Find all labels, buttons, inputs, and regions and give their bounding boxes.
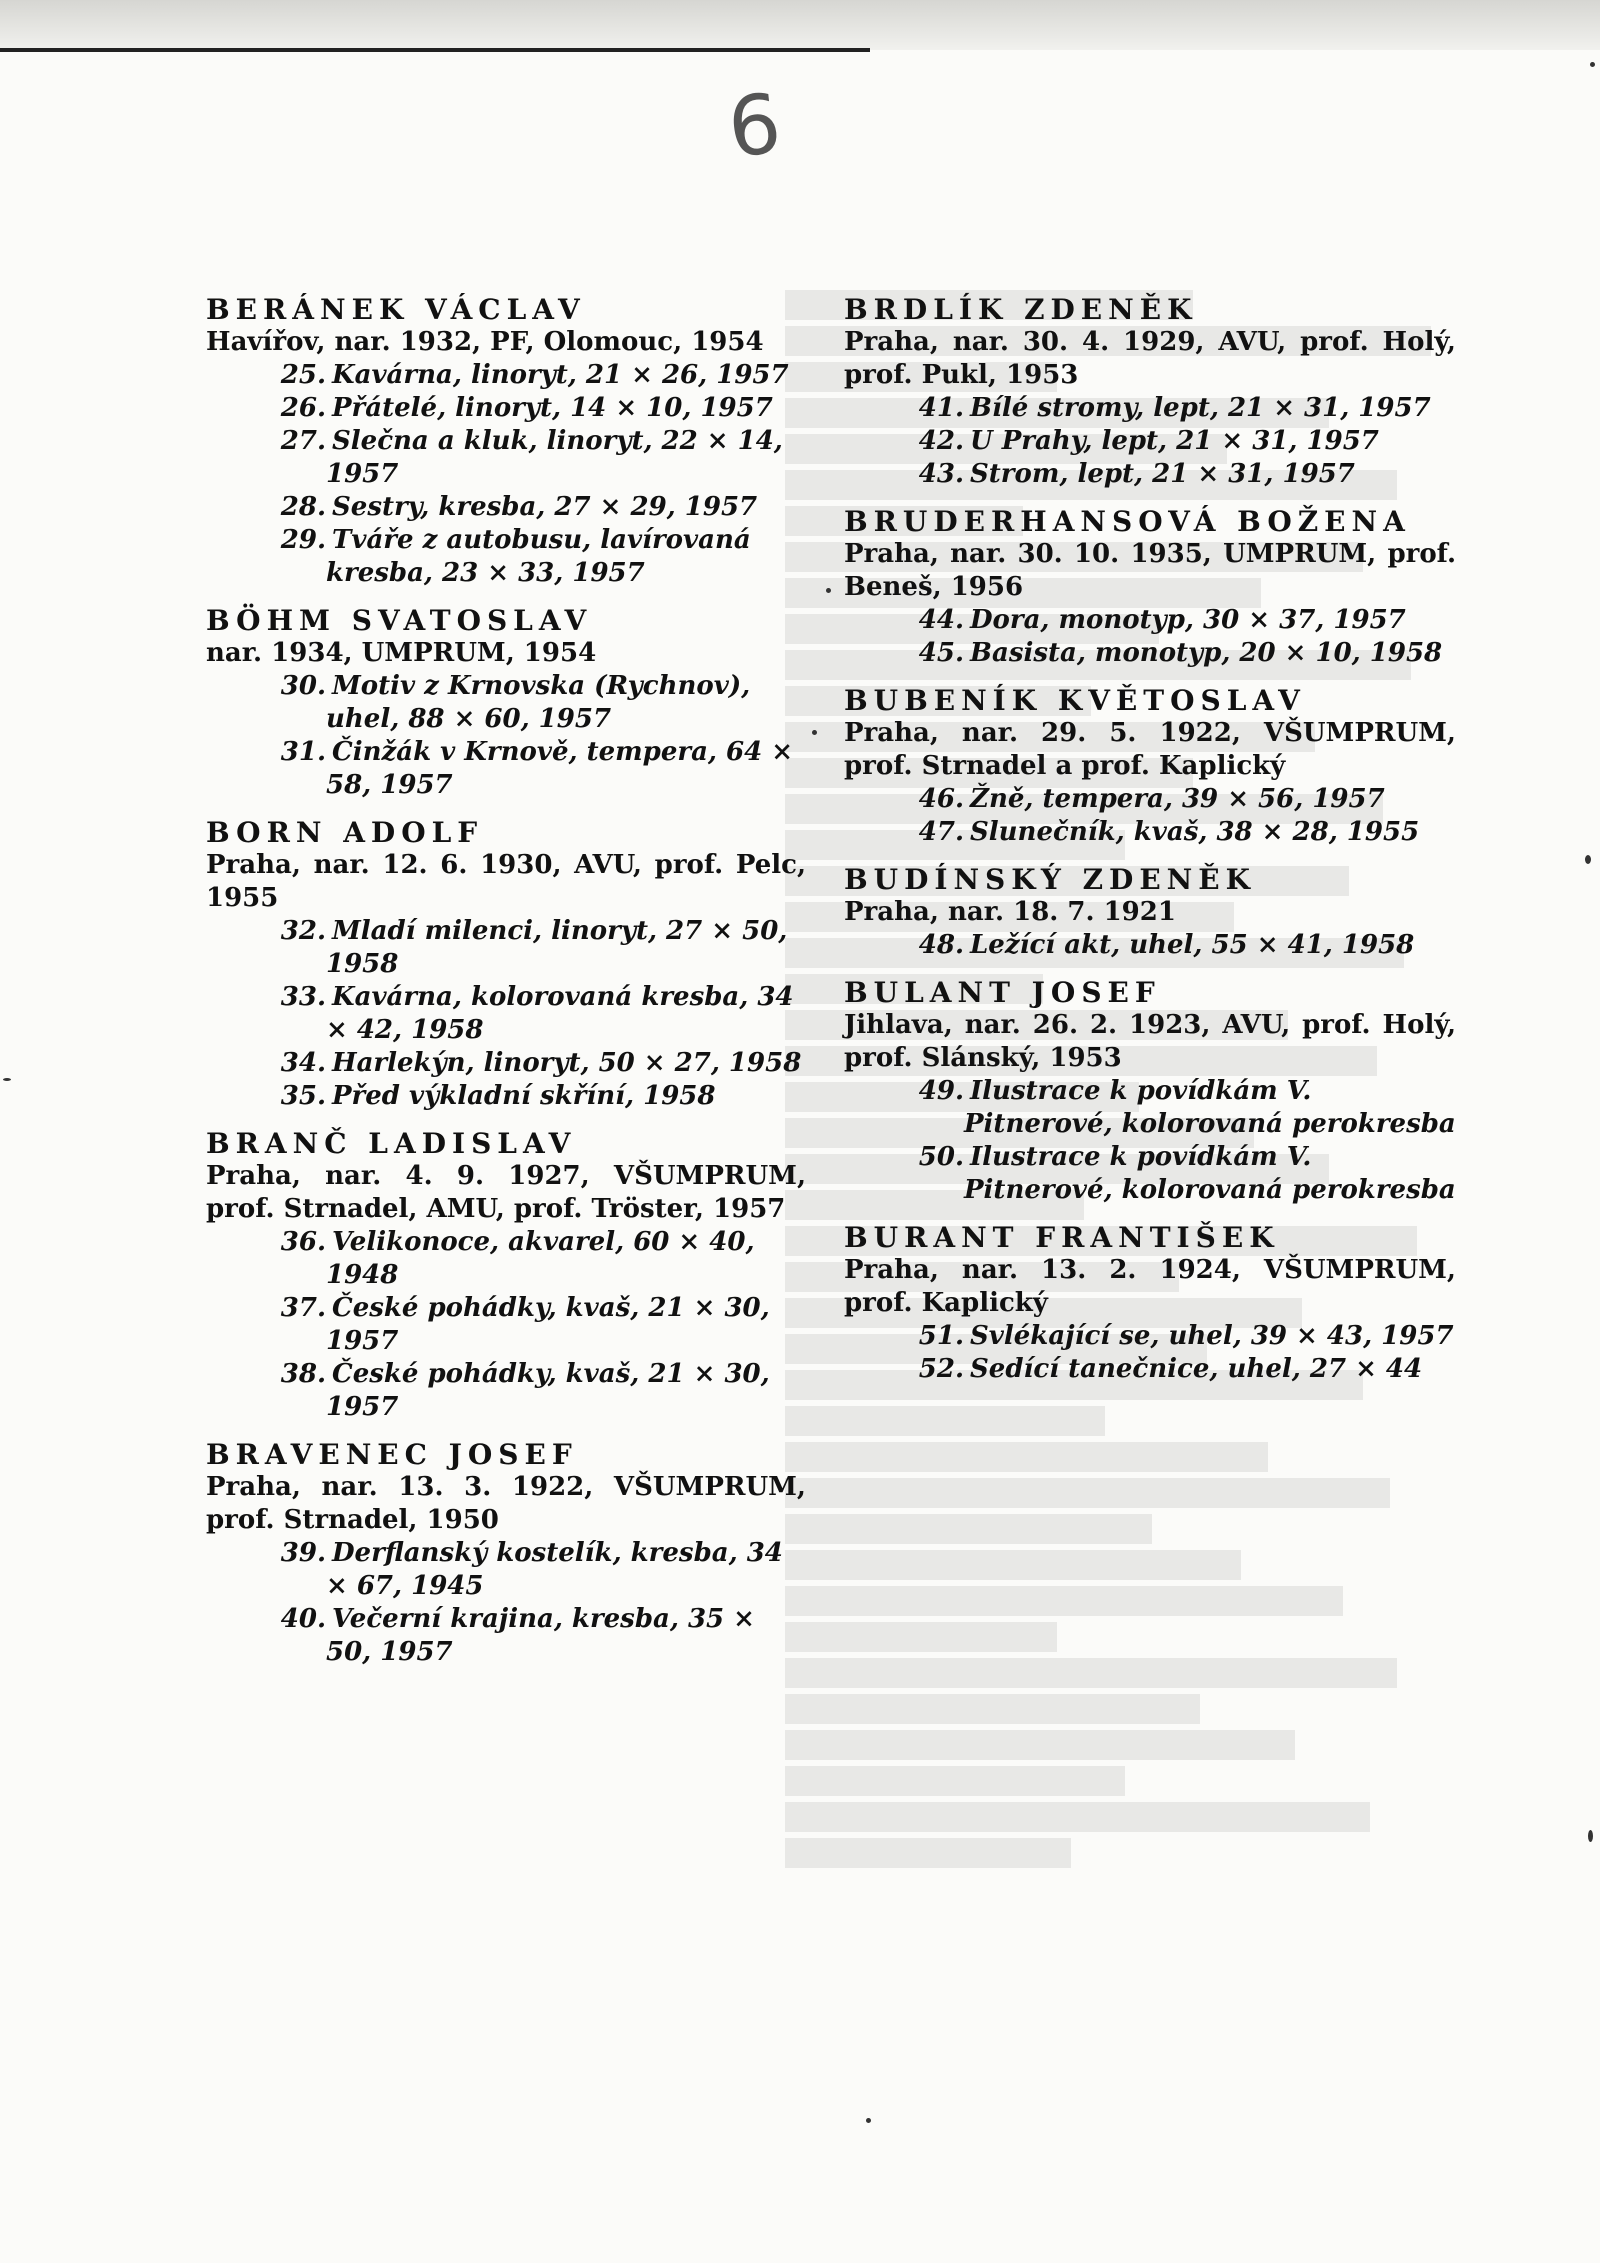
- work-number: 32.: [280, 916, 326, 946]
- work-description: Mladí milenci, linoryt, 27 × 50, 1958: [326, 916, 788, 979]
- artist-info: nar. 1934, UMPRUM, 1954: [206, 638, 597, 668]
- work-item: [844, 1353, 1456, 1386]
- work-item: [844, 1141, 1456, 1207]
- handwritten-page-mark: 6: [723, 76, 786, 177]
- artist-info: Praha, nar. 13. 2. 1924, VŠUMPRUM, prof. Kaplický: [844, 1255, 1456, 1318]
- work-number: 41.: [918, 393, 964, 423]
- work-description: Sedící tanečnice, uhel, 27 × 44: [970, 1354, 1423, 1384]
- artist-name: BURANT FRANTIŠEK: [844, 1221, 1280, 1254]
- work-description: Harlekýn, linoryt, 50 × 27, 1958: [332, 1048, 802, 1078]
- artist-entry-beranek-vaclav: [206, 293, 806, 590]
- work-item: [844, 1075, 1456, 1141]
- work-description: Přátelé, linoryt, 14 × 10, 1957: [332, 393, 773, 423]
- artist-info: Praha, nar. 30. 10. 1935, UMPRUM, prof. Beneš, 1956: [844, 539, 1456, 602]
- artist-name: BRDLÍK ZDENĚK: [844, 293, 1198, 326]
- artist-entry-bubenik-kvetoslav: [844, 684, 1456, 849]
- work-description: Basista, monotyp, 20 × 10, 1958: [970, 638, 1443, 668]
- artist-entry-bravenec-josef: [206, 1438, 806, 1669]
- artist-entry-bulant-josef: [844, 976, 1456, 1207]
- work-item: [206, 1080, 806, 1113]
- top-rule: [0, 48, 870, 52]
- artist-info: Praha, nar. 4. 9. 1927, VŠUMPRUM, prof. Strnadel, AMU, prof. Tröster, 1957: [206, 1161, 806, 1224]
- work-item: [206, 670, 806, 736]
- work-number: 26.: [280, 393, 326, 423]
- work-number: 38.: [280, 1359, 326, 1389]
- work-item: [206, 1226, 806, 1292]
- work-number: 43.: [918, 459, 964, 489]
- work-number: 50.: [918, 1142, 964, 1172]
- artist-entry-budinsky-zdenek: [844, 863, 1456, 962]
- work-item: [844, 816, 1456, 849]
- work-item: [844, 458, 1456, 491]
- work-number: 52.: [918, 1354, 964, 1384]
- artist-info: Praha, nar. 13. 3. 1922, VŠUMPRUM, prof. Strnadel, 1950: [206, 1472, 806, 1535]
- artist-entry-burant-frantisek: [844, 1221, 1456, 1386]
- work-item: [206, 1603, 806, 1669]
- artist-name: BUDÍNSKÝ ZDENĚK: [844, 863, 1256, 896]
- artist-name: BRANČ LADISLAV: [206, 1127, 577, 1160]
- work-description: Tváře z autobusu, lavírovaná kresba, 23 × 33, 1957: [326, 525, 751, 588]
- work-number: 47.: [918, 817, 964, 847]
- work-number: 49.: [918, 1076, 964, 1106]
- work-number: 51.: [918, 1321, 964, 1351]
- work-number: 36.: [280, 1227, 326, 1257]
- work-number: 27.: [280, 426, 326, 456]
- work-description: Ležící akt, uhel, 55 × 41, 1958: [970, 930, 1415, 960]
- artist-name: BORN ADOLF: [206, 816, 484, 849]
- artist-info: Praha, nar. 12. 6. 1930, AVU, prof. Pelc, 1955: [206, 850, 806, 913]
- work-item: [206, 1047, 806, 1080]
- work-item: [206, 915, 806, 981]
- work-item: [206, 1537, 806, 1603]
- work-description: České pohádky, kvaš, 21 × 30, 1957: [326, 1359, 770, 1422]
- artist-info: Praha, nar. 18. 7. 1921: [844, 897, 1176, 927]
- work-number: 25.: [280, 360, 326, 390]
- work-number: 45.: [918, 638, 964, 668]
- work-number: 33.: [280, 982, 326, 1012]
- work-item: [206, 1358, 806, 1424]
- work-description: Večerní krajina, kresba, 35 × 50, 1957: [326, 1604, 755, 1667]
- work-item: [206, 524, 806, 590]
- work-description: Slunečník, kvaš, 38 × 28, 1955: [970, 817, 1420, 847]
- left-column: [206, 293, 806, 1683]
- work-number: 39.: [280, 1538, 326, 1568]
- work-description: Kavárna, linoryt, 21 × 26, 1957: [332, 360, 789, 390]
- artist-info: Havířov, nar. 1932, PF, Olomouc, 1954: [206, 327, 764, 357]
- work-description: České pohádky, kvaš, 21 × 30, 1957: [326, 1293, 770, 1356]
- work-number: 30.: [280, 671, 326, 701]
- work-number: 37.: [280, 1293, 326, 1323]
- work-number: 46.: [918, 784, 964, 814]
- work-number: 34.: [280, 1048, 326, 1078]
- work-description: Slečna a kluk, linoryt, 22 × 14, 1957: [326, 426, 783, 489]
- work-number: 31.: [280, 737, 326, 767]
- work-number: 42.: [918, 426, 964, 456]
- work-description: Motiv z Krnovska (Rychnov), uhel, 88 × 60, 1957: [326, 671, 751, 734]
- work-number: 40.: [280, 1604, 326, 1634]
- work-description: Derflanský kostelík, kresba, 34 × 67, 1945: [326, 1538, 783, 1601]
- artist-entry-born-adolf: [206, 816, 806, 1113]
- work-description: Kavárna, kolorovaná kresba, 34 × 42, 1958: [326, 982, 794, 1045]
- artist-name: BÖHM SVATOSLAV: [206, 604, 593, 637]
- work-item: [206, 981, 806, 1047]
- work-description: Sestry, kresba, 27 × 29, 1957: [332, 492, 758, 522]
- work-description: Ilustrace k povídkám V. Pitnerové, kolorovaná perokresba: [964, 1142, 1456, 1205]
- work-item: [206, 491, 806, 524]
- work-description: U Prahy, lept, 21 × 31, 1957: [970, 426, 1379, 456]
- work-description: Strom, lept, 21 × 31, 1957: [970, 459, 1355, 489]
- work-number: 35.: [280, 1081, 326, 1111]
- artist-name: BERÁNEK VÁCLAV: [206, 293, 586, 326]
- work-description: Žně, tempera, 39 × 56, 1957: [970, 784, 1385, 814]
- artist-info: Praha, nar. 30. 4. 1929, AVU, prof. Holý, prof. Pukl, 1953: [844, 327, 1456, 390]
- work-item: [844, 392, 1456, 425]
- artist-name: BRUDERHANSOVÁ BOŽENA: [844, 505, 1411, 538]
- artist-entry-bohm-svatoslav: [206, 604, 806, 802]
- work-number: 29.: [280, 525, 326, 555]
- work-item: [206, 736, 806, 802]
- work-description: Činžák v Krnově, tempera, 64 × 58, 1957: [326, 737, 794, 800]
- work-number: 48.: [918, 930, 964, 960]
- artist-entry-branc-ladislav: [206, 1127, 806, 1424]
- work-description: Před výkladní skříní, 1958: [332, 1081, 716, 1111]
- work-item: [844, 425, 1456, 458]
- work-item: [844, 929, 1456, 962]
- work-number: 44.: [918, 605, 964, 635]
- work-item: [206, 1292, 806, 1358]
- work-item: [206, 392, 806, 425]
- work-item: [844, 604, 1456, 637]
- top-edge-shadow: [0, 0, 1600, 50]
- work-description: Bílé stromy, lept, 21 × 31, 1957: [970, 393, 1431, 423]
- artist-name: BULANT JOSEF: [844, 976, 1161, 1009]
- work-number: 28.: [280, 492, 326, 522]
- artist-info: Praha, nar. 29. 5. 1922, VŠUMPRUM, prof. Strnadel a prof. Kaplický: [844, 718, 1456, 781]
- work-description: Ilustrace k povídkám V. Pitnerové, kolorovaná perokresba: [964, 1076, 1456, 1139]
- right-column: [844, 293, 1456, 1400]
- artist-info: Jihlava, nar. 26. 2. 1923, AVU, prof. Holý, prof. Slánský, 1953: [844, 1010, 1456, 1073]
- work-item: [206, 359, 806, 392]
- work-item: [844, 637, 1456, 670]
- work-description: Svlékající se, uhel, 39 × 43, 1957: [970, 1321, 1454, 1351]
- artist-name: BRAVENEC JOSEF: [206, 1438, 578, 1471]
- work-item: [844, 783, 1456, 816]
- work-description: Dora, monotyp, 30 × 37, 1957: [970, 605, 1406, 635]
- artist-name: BUBENÍK KVĚTOSLAV: [844, 684, 1306, 717]
- artist-entry-bruderhansova-bozena: [844, 505, 1456, 670]
- work-item: [206, 425, 806, 491]
- artist-entry-brdlik-zdenek: [844, 293, 1456, 491]
- work-description: Velikonoce, akvarel, 60 × 40, 1948: [326, 1227, 755, 1290]
- work-item: [844, 1320, 1456, 1353]
